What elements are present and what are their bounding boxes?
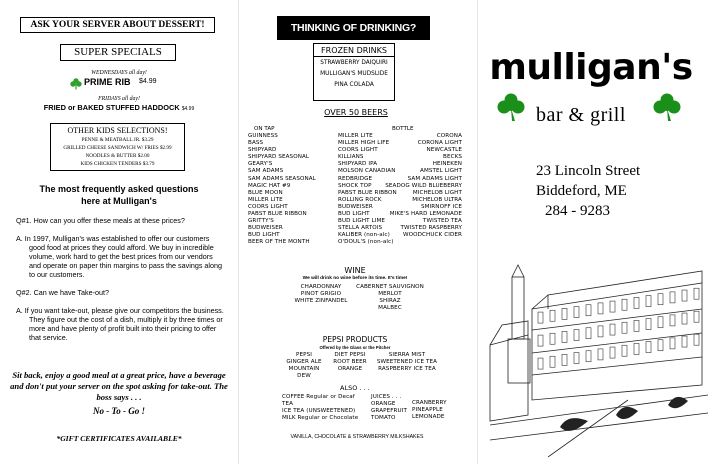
also-item: MILK Regular or Chocolate xyxy=(282,415,359,422)
question-1: Q#1. How can you offer these meals at these prices? xyxy=(16,216,185,225)
gift-certificates: *GIFT CERTIFICATES AVAILABLE* xyxy=(56,434,182,443)
shamrock-icon xyxy=(496,92,526,127)
answer-1: A. In 1997, Mulligan's was established to offer our customers good food at prices they could afford. We buy in incredible volume, work hard to get the best prices from our vendors and operate on paper thin margins to pass the savings along to our customers. xyxy=(16,234,222,279)
window xyxy=(694,311,699,322)
on-tap-item: BUDWEISER xyxy=(248,225,283,232)
kids-item: KIDS CHICKEN TENDERS $3.79 xyxy=(80,161,155,167)
pepsi-title: PEPSI PRODUCTS xyxy=(322,335,388,344)
also-column-3 xyxy=(412,400,452,421)
window xyxy=(550,333,555,344)
bottle-item: HEINEKEN xyxy=(432,161,462,168)
pepsi-column-1 xyxy=(282,352,326,380)
bottle-item: PABST BLUE RIBBON xyxy=(338,189,397,196)
bottle-item: SAM ADAMS LIGHT xyxy=(407,175,462,182)
bottle-item: SEADOG WILD BLUEBERRY xyxy=(385,182,462,189)
address-line-2: Biddeford, ME xyxy=(536,183,627,199)
pepsi-note: Offered by the Glass or the Pitcher xyxy=(319,345,391,350)
window xyxy=(562,308,567,319)
window xyxy=(586,305,591,316)
window xyxy=(682,336,687,347)
closing-text: Sit back, enjoy a good meal at a great price, have a beverage and don't put your server on the spot asking for take-out. The boss says . . . xyxy=(10,370,228,402)
pepsi-list-1 xyxy=(282,352,326,380)
also-list-2 xyxy=(371,394,411,422)
on-tap-item: BEER OF THE MONTH xyxy=(248,239,310,246)
on-tap-item: SHIPYARD xyxy=(248,147,277,154)
window xyxy=(634,320,639,331)
dessert-banner: ASK YOUR SERVER ABOUT DESSERT! xyxy=(20,17,215,33)
pepsi-item: SIERRA MIST xyxy=(388,352,426,358)
bottle-item: WOODCHUCK CIDER xyxy=(403,232,462,239)
window xyxy=(622,322,627,333)
pepsi-item: MOUNTAIN DEW xyxy=(288,366,320,380)
window xyxy=(598,326,603,337)
on-tap-item: SHIPYARD SEASONAL xyxy=(248,154,310,161)
haddock-price: $4.99 xyxy=(181,106,195,112)
window xyxy=(586,328,591,339)
wine-item: PINOT GRIGIO xyxy=(300,291,342,298)
bottle-item: KILLIANS xyxy=(338,154,364,161)
bottle-item: MOLSON CANADIAN xyxy=(338,168,396,175)
also-title: ALSO . . . xyxy=(340,384,370,392)
pepsi-item: PEPSI xyxy=(296,352,312,358)
also-item: ORANGE xyxy=(371,401,396,408)
wine-item: SHIRAZ xyxy=(379,298,401,305)
bottle-item: BUD LIGHT xyxy=(338,211,370,218)
bottle-item: BUD LIGHT LIME xyxy=(338,218,386,225)
window xyxy=(694,334,699,345)
bottle-item: AMSTEL LIGHT xyxy=(420,168,462,175)
on-tap-item: PABST BLUE RIBBON xyxy=(248,211,307,218)
wine-title: WINE xyxy=(344,266,366,275)
also-item: ICE TEA (UNSWEETENED) xyxy=(282,408,356,415)
frozen-item: MULLIGAN'S MUDSLIDE xyxy=(320,71,388,77)
on-tap-item: MILLER LITE xyxy=(248,196,283,203)
also-item: GRAPEFRUIT xyxy=(371,408,407,415)
window xyxy=(682,313,687,324)
kids-list xyxy=(51,136,184,168)
on-tap-item: SAM ADAMS xyxy=(248,168,284,175)
on-tap-item: COORS LIGHT xyxy=(248,203,288,210)
on-tap-title: ON TAP xyxy=(254,126,275,132)
wine-column-2 xyxy=(352,284,428,312)
on-tap-item: BUD LIGHT xyxy=(248,232,280,239)
window xyxy=(610,324,615,335)
wine-item: MALBEC xyxy=(378,305,402,312)
bottle-item: MICHELOB LIGHT xyxy=(412,189,462,196)
bottle-item: SMIRNOFF ICE xyxy=(420,203,462,210)
wine-item: MERLOT xyxy=(378,291,402,298)
on-tap-list xyxy=(248,133,318,247)
frozen-item: STRAWBERRY DAIQUIRI xyxy=(320,60,388,66)
friday-label: FRIDAYS all day! xyxy=(98,96,140,102)
pepsi-item: SWEETENED ICE TEA xyxy=(376,359,438,366)
milkshakes: VANILLA, CHOCOLATE & STRAWBERRY MILKSHAKES xyxy=(290,434,424,440)
bottle-item: ROLLING ROCK xyxy=(338,196,382,203)
bottle-column-2 xyxy=(378,133,462,239)
on-tap-item: GRITTY'S xyxy=(248,218,274,225)
no-to-go: No - To - Go ! xyxy=(93,406,145,416)
pepsi-list-2 xyxy=(328,352,372,373)
beers-title: OVER 50 BEERS xyxy=(324,108,388,117)
window xyxy=(670,338,675,349)
window xyxy=(598,303,603,314)
prime-rib-label: PRIME RIB xyxy=(84,77,131,87)
on-tap-column xyxy=(248,126,318,247)
window xyxy=(538,312,543,323)
logo-subtitle: bar & grill xyxy=(536,104,626,126)
window xyxy=(562,354,567,365)
window xyxy=(610,301,615,312)
wine-column-1 xyxy=(288,284,354,305)
on-tap-item: MAGIC HAT #9 xyxy=(248,182,291,189)
window xyxy=(538,335,543,346)
bottle-item: MILLER HIGH LIFE xyxy=(338,140,390,147)
window xyxy=(574,330,579,341)
on-tap-item: GEARY'S xyxy=(248,161,273,168)
window xyxy=(562,331,567,342)
address-line-1: 23 Lincoln Street xyxy=(536,163,641,179)
pepsi-item: GINGER ALE xyxy=(286,359,322,366)
bottle-item: KALIBER (non-alc) xyxy=(338,232,390,239)
window xyxy=(670,315,675,326)
window xyxy=(658,294,663,305)
also-item: COFFEE Regular or Decaf xyxy=(282,394,355,400)
answer-2: A. If you want take-out, please give our competitors the business. They figure out the cost of a dish, multiply it by three times or more and have plenty of profit built into their pricing to offer that service. xyxy=(16,306,224,342)
bottle-list-2 xyxy=(378,133,462,239)
window xyxy=(646,296,651,307)
haddock-line xyxy=(0,103,238,112)
bottle-item: REDBRIDGE xyxy=(338,175,373,182)
on-tap-item: GUINNESS xyxy=(248,133,278,139)
kids-item: PENNE & MEATBALL JR. $3.29 xyxy=(81,137,154,143)
wine-item: WHITE ZINFANDEL xyxy=(294,298,348,305)
logo-name: mulligan's xyxy=(489,47,693,88)
also-item: TEA xyxy=(282,401,294,408)
frozen-list xyxy=(314,58,394,91)
wine-list-1 xyxy=(288,284,354,305)
window xyxy=(550,310,555,321)
phone-number: 284 - 9283 xyxy=(545,203,610,219)
bottle-item: SHOCK TOP xyxy=(338,182,372,189)
shamrock-icon xyxy=(652,92,682,127)
also-item: LEMONADE xyxy=(412,414,445,421)
window xyxy=(550,356,555,367)
also-item: JUICES . . . xyxy=(371,394,402,400)
window xyxy=(634,297,639,308)
also-column-1 xyxy=(282,394,362,422)
kids-item: NOODLES & BUTTER $2.00 xyxy=(85,153,150,159)
bottle-item: CORONA xyxy=(436,133,462,139)
on-tap-item: BLUE MOON xyxy=(248,189,283,196)
window xyxy=(610,347,615,358)
window xyxy=(634,343,639,354)
pepsi-column-3 xyxy=(376,352,438,373)
also-column-2 xyxy=(371,394,411,422)
prime-rib-price: $4.99 xyxy=(139,78,157,85)
pepsi-item: DIET PEPSI xyxy=(334,352,366,358)
fold-line xyxy=(238,0,239,464)
window xyxy=(694,288,699,299)
frozen-box xyxy=(313,43,395,101)
also-item: PINEAPPLE xyxy=(412,407,443,414)
prime-rib-line xyxy=(70,77,180,89)
window xyxy=(598,349,603,360)
window xyxy=(646,319,651,330)
also-list-1 xyxy=(282,394,362,422)
specials-title: SUPER SPECIALS xyxy=(60,44,176,61)
pepsi-item: ROOT BEER xyxy=(333,359,367,366)
question-2: Q#2. Can we have Take-out? xyxy=(16,288,109,297)
on-tap-item: BASS xyxy=(248,140,264,147)
shamrock-icon xyxy=(70,77,82,95)
window xyxy=(658,317,663,328)
wednesday-label: WEDNESDAYS all day! xyxy=(91,70,147,76)
pepsi-list-3 xyxy=(376,352,438,373)
window xyxy=(574,307,579,318)
on-tap-item: SAM ADAMS SEASONAL xyxy=(248,175,316,182)
pepsi-column-2 xyxy=(328,352,372,373)
kids-title: OTHER KIDS SELECTIONS! xyxy=(67,126,168,135)
bottle-item: TWISTED TEA xyxy=(422,218,462,225)
bottle-item: MICHELOB ULTRA xyxy=(412,196,462,203)
window xyxy=(682,290,687,301)
pepsi-item: RASPBERRY ICE TEA xyxy=(378,366,436,373)
bottle-item: BECKS xyxy=(443,154,462,161)
bottle-item: TWISTED RASPBERRY xyxy=(400,225,462,232)
drinking-title: THINKING OF DRINKING? xyxy=(277,16,430,40)
bottle-item: MIKE'S HARD LEMONADE xyxy=(389,211,462,218)
haddock-label: FRIED or BAKED STUFFED HADDOCK xyxy=(43,103,180,112)
bottle-item: BUDWEISER xyxy=(338,203,373,210)
window xyxy=(646,342,651,353)
faq-title xyxy=(0,183,238,207)
bottle-item: CORONA LIGHT xyxy=(417,140,462,147)
pepsi-item: ORANGE xyxy=(337,366,363,373)
window xyxy=(622,345,627,356)
address-block xyxy=(536,161,706,221)
also-list-3 xyxy=(412,400,452,421)
window xyxy=(574,353,579,364)
bottle-item: O'DOUL'S (non-alc) xyxy=(338,239,394,246)
window xyxy=(586,351,591,362)
window xyxy=(658,340,663,351)
wine-item: CHARDONNAY xyxy=(300,284,342,290)
bottle-item: SHIPYARD IPA xyxy=(338,161,378,168)
building-illustration xyxy=(488,225,710,457)
bottle-title: BOTTLE xyxy=(392,126,414,132)
bottle-item: STELLA ARTOIS xyxy=(338,225,383,232)
faq-title-line: here at Mulligan's xyxy=(81,196,157,206)
frozen-item: PINA COLADA xyxy=(334,82,374,88)
kids-item: GRILLED CHEESE SANDWICH W/ FRIES $2.99 xyxy=(63,145,172,151)
frozen-title: FROZEN DRINKS xyxy=(314,46,394,57)
faq-section xyxy=(16,216,226,342)
bottle-item: MILLER LITE xyxy=(338,133,373,139)
faq-title-line: The most frequently asked questions xyxy=(39,184,199,194)
wine-note: We will drink no wine before its time. It's time! xyxy=(302,276,408,281)
bottle-item: COORS LIGHT xyxy=(338,147,378,154)
window xyxy=(670,292,675,303)
bottle-item: NEWCASTLE xyxy=(426,147,462,154)
window xyxy=(622,299,627,310)
wine-list-2 xyxy=(352,284,428,312)
kids-box xyxy=(50,123,185,171)
also-item: TOMATO xyxy=(371,415,396,422)
window xyxy=(538,358,543,369)
wine-item: CABERNET SAUVIGNON xyxy=(356,284,424,290)
fold-line xyxy=(477,0,478,464)
also-item: CRANBERRY xyxy=(412,400,447,406)
